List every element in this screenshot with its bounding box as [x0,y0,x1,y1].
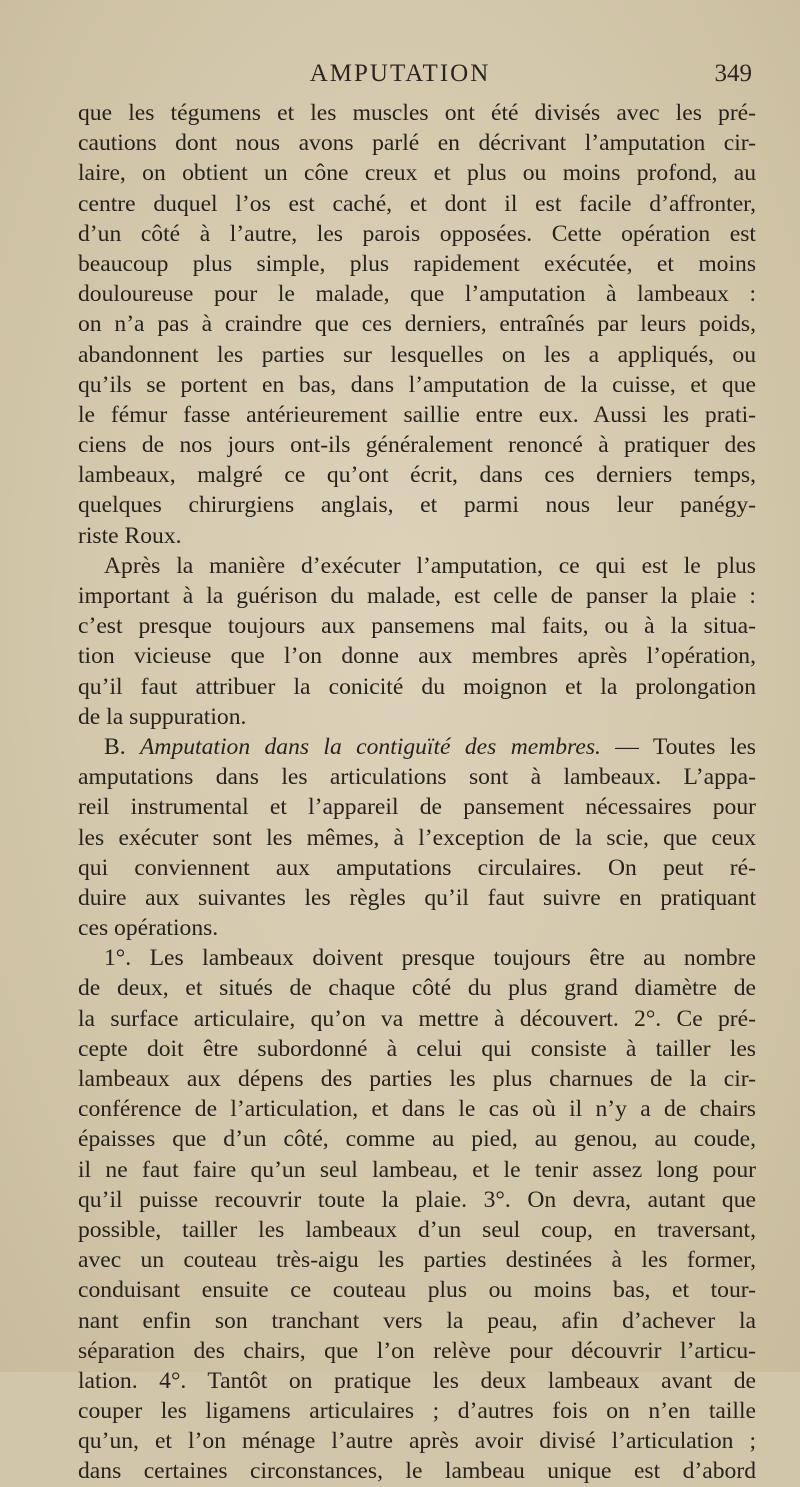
text-line: tion vicieuse que l’on donne aux membres après l’opération, [78,643,756,670]
text-line: possible, tailler les lambeaux d’un seul coup, en traversant, [78,1216,756,1243]
text-line: amputations dans les articulations sont à lambeaux. L’appa- [78,764,756,791]
text-line: épaisses que d’un côté, comme au pied, au genou, au coude, [78,1126,756,1153]
text-line: conduisant ensuite ce couteau plus ou moins bas, et tour- [78,1277,756,1304]
text-line: laire, on obtient un cône creux et plus ou moins profond, au [78,160,756,187]
text-line: reil instrumental et l’appareil de pansement nécessaires pour [78,794,756,821]
text-line: beaucoup plus simple, plus rapidement exécutée, et moins [78,250,756,277]
text-line: de deux, et situés de chaque côté du plus grand diamètre de [78,975,756,1002]
section-title: Amputation dans la contiguïté des membres. [140,733,601,760]
page-number: 349 [714,60,752,87]
text-line: Après la manière d’exécuter l’amputation, ce qui est le plus [104,552,756,579]
text-line: qu’il faut attribuer la conicité du moignon et la prolongation [78,673,756,700]
text-line: centre duquel l’os est caché, et dont il est facile d’affronter, [78,190,756,217]
section-heading-line [78,732,756,762]
text-line: riste Roux. [78,522,182,549]
text-line: important à la guérison du malade, est celle de panser la plaie : [78,583,756,609]
paragraph-3 [78,732,756,943]
text-line: 1°. Les lambeaux doivent presque toujours être au nombre [104,945,756,972]
body-text [78,98,756,1487]
text-line: couper les ligamens articulaires ; d’autres fois on n’en taille [78,1398,756,1425]
text-line: on n’a pas à craindre que ces derniers, entraînés par leurs poids, [78,311,756,338]
text-line: cepte doit être subordonné à celui qui consiste à tailler les [78,1035,756,1062]
text-line: lambeaux, malgré ce qu’ont écrit, dans ces derniers temps, [78,462,756,489]
text-line: qu’il puisse recouvrir toute la plaie. 3°. On devra, autant que [78,1186,756,1213]
text-line: la surface articulaire, qu’on va mettre à découvert. 2°. Ce pré- [78,1005,756,1032]
text-line: qui conviennent aux amputations circulaires. On peut ré- [78,854,756,881]
paragraph-1 [78,98,756,551]
text-line: d’un côté à l’autre, les parois opposées. Cette opération est [78,220,756,247]
text-line: qu’ils se portent en bas, dans l’amputation de la cuisse, et que [78,371,756,398]
paragraph-2 [78,551,756,732]
text-line: douloureuse pour le malade, que l’amputation à lambeaux : [78,281,756,308]
text-line: abandonnent les parties sur lesquelles on les a appliqués, ou [78,341,756,368]
text-line: ciens de nos jours ont-ils généralement renoncé à pratiquer des [78,432,756,459]
section-label: B. [104,733,126,760]
text-line: il ne faut faire qu’un seul lambeau, et le tenir assez long pour [78,1156,756,1183]
text-line: avec un couteau très-aigu les parties destinées à les former, [78,1247,756,1274]
running-title: AMPUTATION [309,60,491,87]
running-head [0,60,800,100]
text-line: séparation des chairs, que l’on relève pour découvrir l’articu- [78,1337,756,1364]
text-line: nant enfin son tranchant vers la peau, afin d’achever la [78,1307,756,1334]
text-line: les exécuter sont les mêmes, à l’exception de la scie, que ceux [78,824,756,851]
text-line: ces opérations. [78,915,219,942]
text-line: qu’un, et l’on ménage l’autre après avoir divisé l’articulation ; [78,1428,756,1455]
section-heading-rest: — Toutes les [615,733,756,760]
text-line: quelques chirurgiens anglais, et parmi nous leur panégy- [78,492,756,519]
text-line: cautions dont nous avons parlé en décrivant l’amputation cir- [78,130,756,157]
text-line: dans certaines circonstances, le lambeau unique est d’abord [78,1458,756,1485]
text-line: duire aux suivantes les règles qu’il faut suivre en pratiquant [78,884,756,911]
paragraph-4 [78,943,756,1486]
text-line: conférence de l’articulation, et dans le cas où il n’y a de chairs [78,1096,756,1123]
text-line: lation. 4°. Tantôt on pratique les deux lambeaux avant de [78,1367,756,1394]
text-line: lambeaux aux dépens des parties les plus charnues de la cir- [78,1066,756,1092]
text-line: c’est presque toujours aux pansemens mal faits, ou à la situa- [78,613,756,640]
text-line: de la suppuration. [78,703,247,730]
text-line: le fémur fasse antérieurement saillie entre eux. Aussi les prati- [78,401,756,428]
text-line: que les tégumens et les muscles ont été divisés avec les pré- [78,100,756,126]
